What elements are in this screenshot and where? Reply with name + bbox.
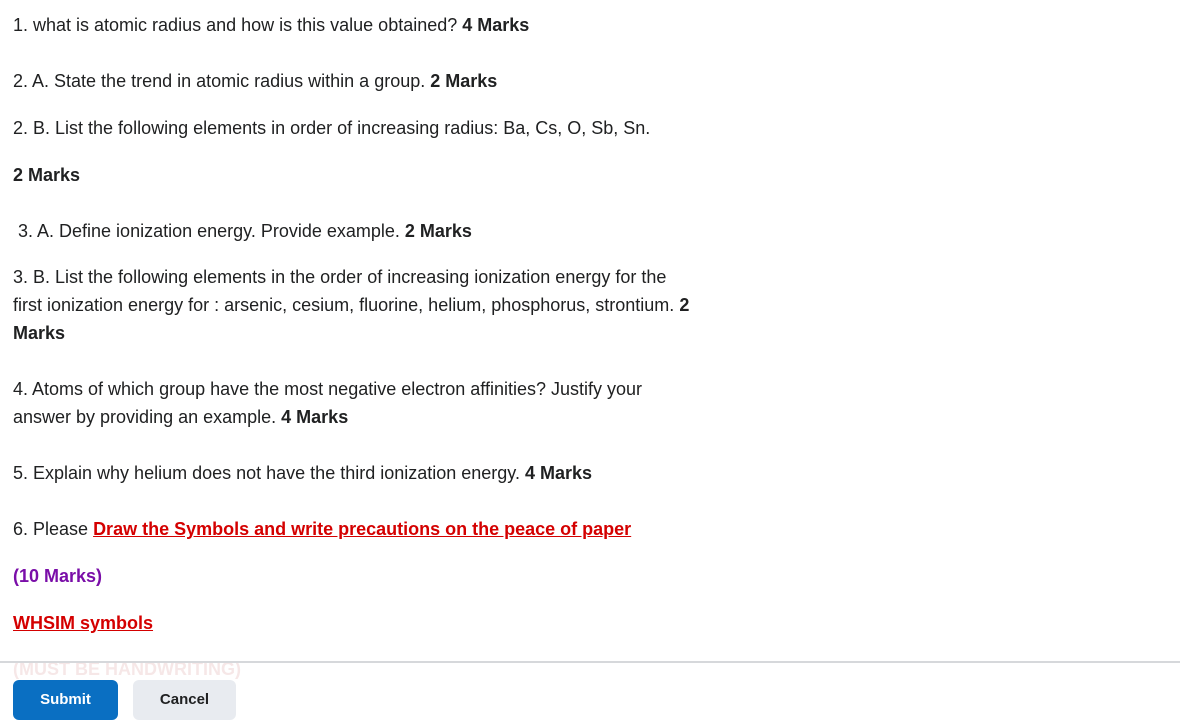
question-2a-marks: 2 Marks: [430, 71, 498, 91]
question-3b-line1-text: 3. B. List the following elements in the order of increasing ionization energy for the: [13, 267, 667, 287]
question-3b-line1: [13, 263, 666, 291]
question-4-line1: [13, 375, 642, 403]
question-5: [13, 459, 592, 487]
question-3b-line2-text: first ionization energy for : arsenic, cesium, fluorine, helium, phosphorus, strontium.: [13, 295, 680, 315]
question-2a-text: 2. A. State the trend in atomic radius within a group.: [13, 71, 431, 91]
question-4-line1-text: 4. Atoms of which group have the most negative electron affinities? Justify your: [13, 379, 643, 399]
cancel-button[interactable]: Cancel: [133, 680, 236, 720]
question-3b-marks-word: Marks: [13, 323, 66, 343]
question-6: [13, 515, 631, 543]
question-6-marks-text: (10 Marks): [13, 566, 103, 586]
question-1-marks: 4 Marks: [462, 15, 530, 35]
question-1-text: 1. what is atomic radius and how is this value obtained?: [13, 15, 463, 35]
question-1: [13, 11, 529, 39]
question-4-line2-text: answer by providing an example.: [13, 407, 282, 427]
question-6-prefix: 6. Please: [13, 519, 94, 539]
action-bar: [0, 661, 1180, 713]
question-2b: [13, 114, 650, 142]
question-2b-marks-text: 2 Marks: [13, 165, 81, 185]
question-3a-marks: 2 Marks: [404, 221, 472, 241]
submit-button[interactable]: Submit: [13, 680, 118, 720]
question-2b-text: 2. B. List the following elements in order of increasing radius: Ba, Cs, O, Sb, Sn.: [13, 118, 651, 138]
question-5-marks: 4 Marks: [524, 463, 593, 483]
draw-symbols-link[interactable]: Draw the Symbols and write precautions on the peace of paper: [93, 519, 632, 539]
question-4-line2: [13, 403, 348, 431]
question-2a: [13, 67, 497, 95]
question-3b-line2: [13, 291, 689, 319]
whsim-symbols: [13, 609, 153, 637]
question-3b-marks-number: 2: [679, 295, 690, 315]
question-3b-line3: [13, 319, 65, 347]
question-4-marks: 4 Marks: [281, 407, 349, 427]
question-6-marks: [13, 562, 102, 590]
whsim-symbols-link[interactable]: WHSIM symbols: [13, 613, 154, 633]
question-3a-text: 3. A. Define ionization energy. Provide example.: [18, 221, 405, 241]
question-3a: [18, 217, 472, 245]
question-2b-marks: [13, 161, 80, 189]
question-5-text: 5. Explain why helium does not have the third ionization energy.: [13, 463, 525, 483]
